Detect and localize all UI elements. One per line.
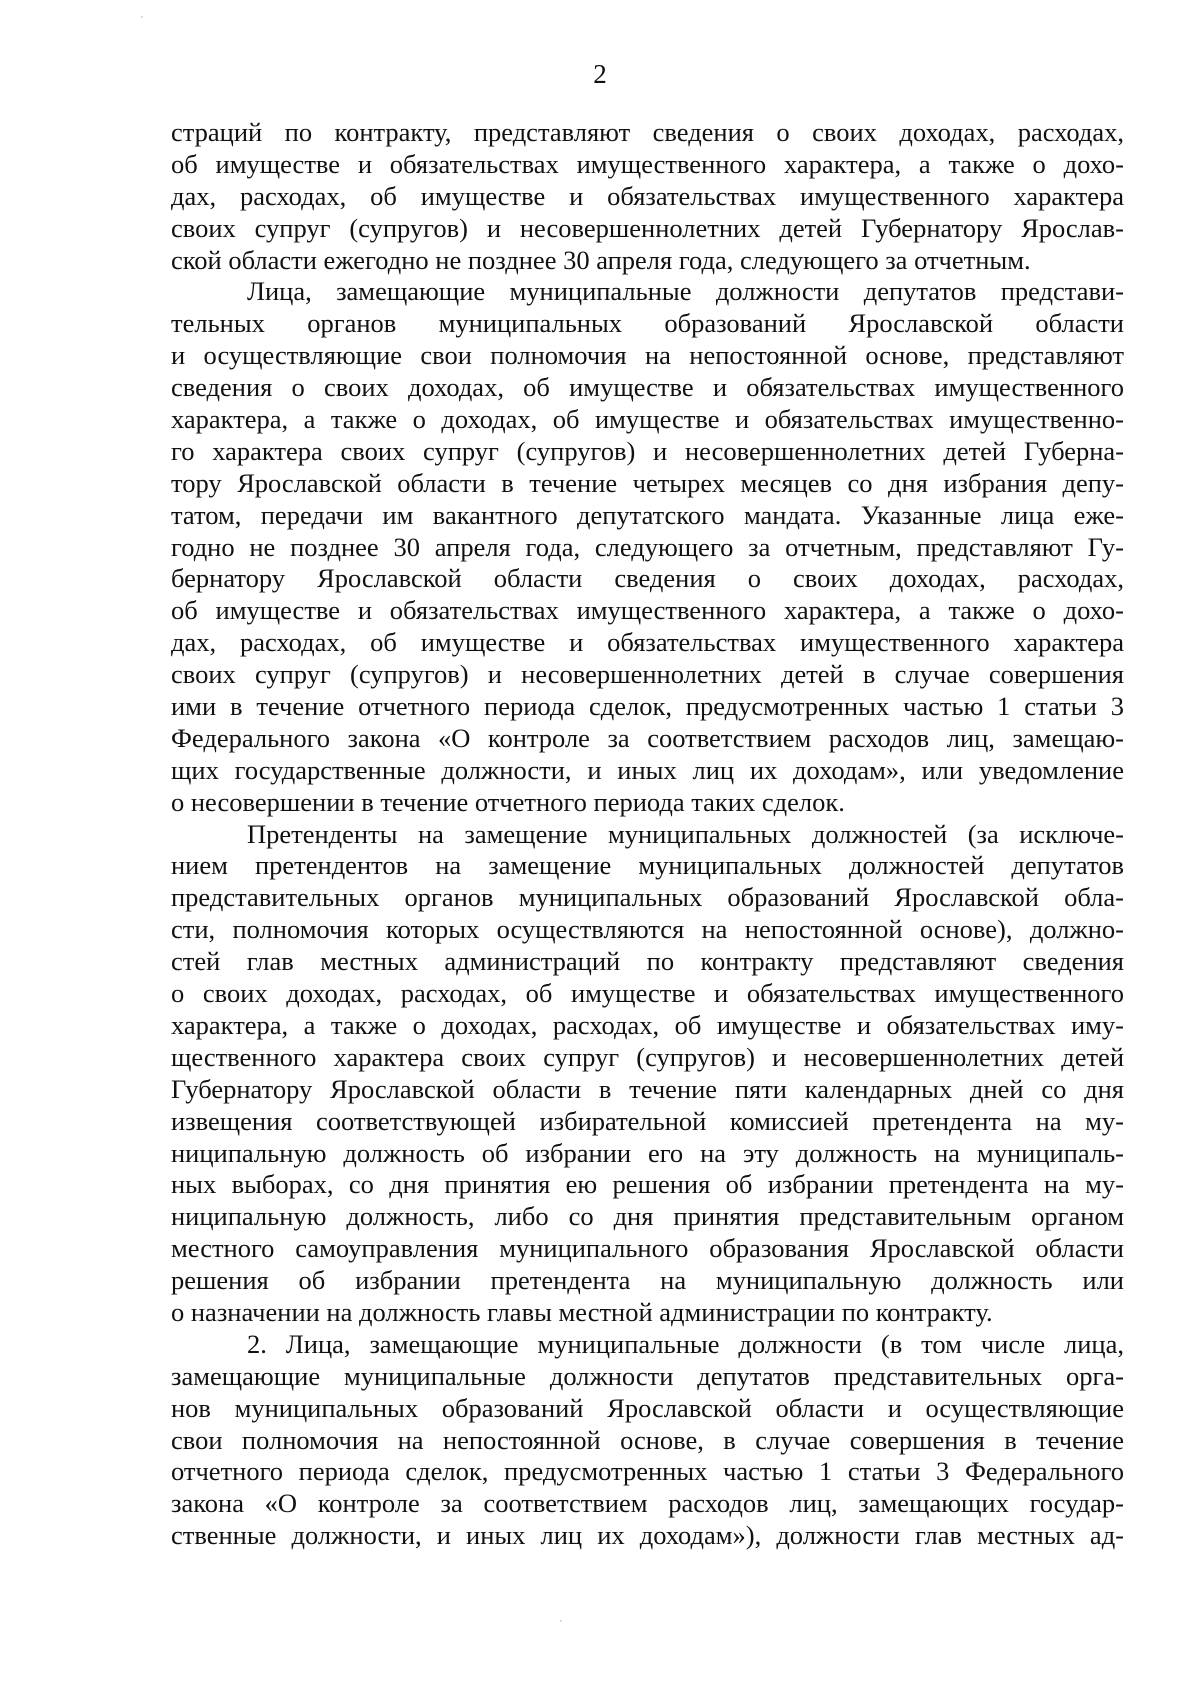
text-line: тору Ярославской области в течение четырех месяцев со дня избрания депу- xyxy=(171,467,1124,498)
text-line: местного самоуправления муниципального образования Ярославской области xyxy=(171,1233,1124,1264)
text-line: стей глав местных администраций по контракту представляют сведения xyxy=(171,946,1124,977)
text-line: своих супруг (супругов) и несовершеннолетних детей в случае совершения xyxy=(171,659,1124,690)
text-line: дах, расходах, об имуществе и обязательствах имущественного характера xyxy=(171,627,1124,658)
text-line: своих супруг (супругов) и несовершеннолетних детей Губернатору Ярослав- xyxy=(171,212,1124,243)
text-line: отчетного периода сделок, предусмотренных частью 1 статьи 3 Федерального xyxy=(171,1456,1124,1487)
text-line: о несовершении в течение отчетного периода таких сделок. xyxy=(171,786,845,817)
text-line: о назначении на должность главы местной администрации по контракту. xyxy=(171,1296,993,1327)
text-line: Губернатору Ярославской области в течение пяти календарных дней со дня xyxy=(171,1073,1124,1104)
text-line: свои полномочия на непостоянной основе, в случае совершения в течение xyxy=(171,1424,1124,1455)
text-line: го характера своих супруг (супругов) и несовершеннолетних детей Губерна- xyxy=(171,435,1124,466)
text-line: ственные должности, и иных лиц их доходам»), должности глав местных ад- xyxy=(171,1520,1124,1551)
text-line: 2. Лица, замещающие муниципальные должности (в том числе лица, xyxy=(247,1328,1124,1359)
text-line: характера, а также о доходах, об имуществе и обязательствах имущественно- xyxy=(171,404,1124,435)
text-line: дах, расходах, об имуществе и обязательствах имущественного характера xyxy=(171,180,1124,211)
text-line: Претенденты на замещение муниципальных должностей (за исключе- xyxy=(247,818,1124,849)
text-line: замещающие муниципальные должности депутатов представительных орга- xyxy=(171,1360,1124,1391)
text-line: ниципальную должность, либо со дня принятия представительным органом xyxy=(171,1201,1124,1232)
text-line: бернатору Ярославской области сведения о своих доходах, расходах, xyxy=(171,563,1124,594)
text-line: о своих доходах, расходах, об имуществе и обязательствах имущественного xyxy=(171,978,1124,1009)
document-body xyxy=(171,117,1124,1552)
page-number: 2 xyxy=(593,59,607,89)
text-line: ниципальную должность об избрании его на эту должность на муниципаль- xyxy=(171,1137,1124,1168)
scan-speck xyxy=(141,16,143,18)
text-line: нием претендентов на замещение муниципальных должностей депутатов xyxy=(171,850,1124,881)
text-line: закона «О контроле за соответствием расходов лиц, замещающих государ- xyxy=(171,1488,1124,1519)
text-line: решения об избрании претендента на муниципальную должность или xyxy=(171,1265,1124,1296)
text-line: тельных органов муниципальных образований Ярославской области xyxy=(171,308,1124,339)
text-line: Лица, замещающие муниципальные должности депутатов представи- xyxy=(247,276,1124,307)
text-line: щих государственные должности, и иных лиц их доходам», или уведомление xyxy=(171,754,1124,785)
text-line: сведения о своих доходах, об имуществе и обязательствах имущественного xyxy=(171,372,1124,403)
text-line: характера, а также о доходах, расходах, об имуществе и обязательствах иму- xyxy=(171,1009,1124,1040)
text-line: об имуществе и обязательствах имущественного характера, а также о дохо- xyxy=(171,148,1124,179)
text-line: нов муниципальных образований Ярославской области и осуществляющие xyxy=(171,1392,1124,1423)
text-line: годно не позднее 30 апреля года, следующего за отчетным, представляют Гу- xyxy=(171,531,1124,562)
text-line: Федерального закона «О контроле за соответствием расходов лиц, замещаю- xyxy=(171,722,1124,753)
text-line: представительных органов муниципальных образований Ярославской обла- xyxy=(171,882,1124,913)
text-line: извещения соответствующей избирательной комиссией претендента на му- xyxy=(171,1105,1124,1136)
text-line: об имуществе и обязательствах имущественного характера, а также о дохо- xyxy=(171,595,1124,626)
text-line: сти, полномочия которых осуществляются на непостоянной основе), должно- xyxy=(171,914,1124,945)
text-line: татом, передачи им вакантного депутатского мандата. Указанные лица еже- xyxy=(171,499,1124,530)
text-line: ими в течение отчетного периода сделок, предусмотренных частью 1 статьи 3 xyxy=(171,691,1124,722)
text-line: щественного характера своих супруг (супругов) и несовершеннолетних детей xyxy=(171,1041,1124,1072)
scan-speck xyxy=(560,1620,562,1622)
text-line: ных выборах, со дня принятия ею решения об избрании претендента на му- xyxy=(171,1169,1124,1200)
text-line: страций по контракту, представляют сведения о своих доходах, расходах, xyxy=(171,117,1124,147)
text-line: и осуществляющие свои полномочия на непостоянной основе, представляют xyxy=(171,340,1124,371)
text-line: ской области ежегодно не позднее 30 апреля года, следующего за отчетным. xyxy=(171,244,1031,275)
